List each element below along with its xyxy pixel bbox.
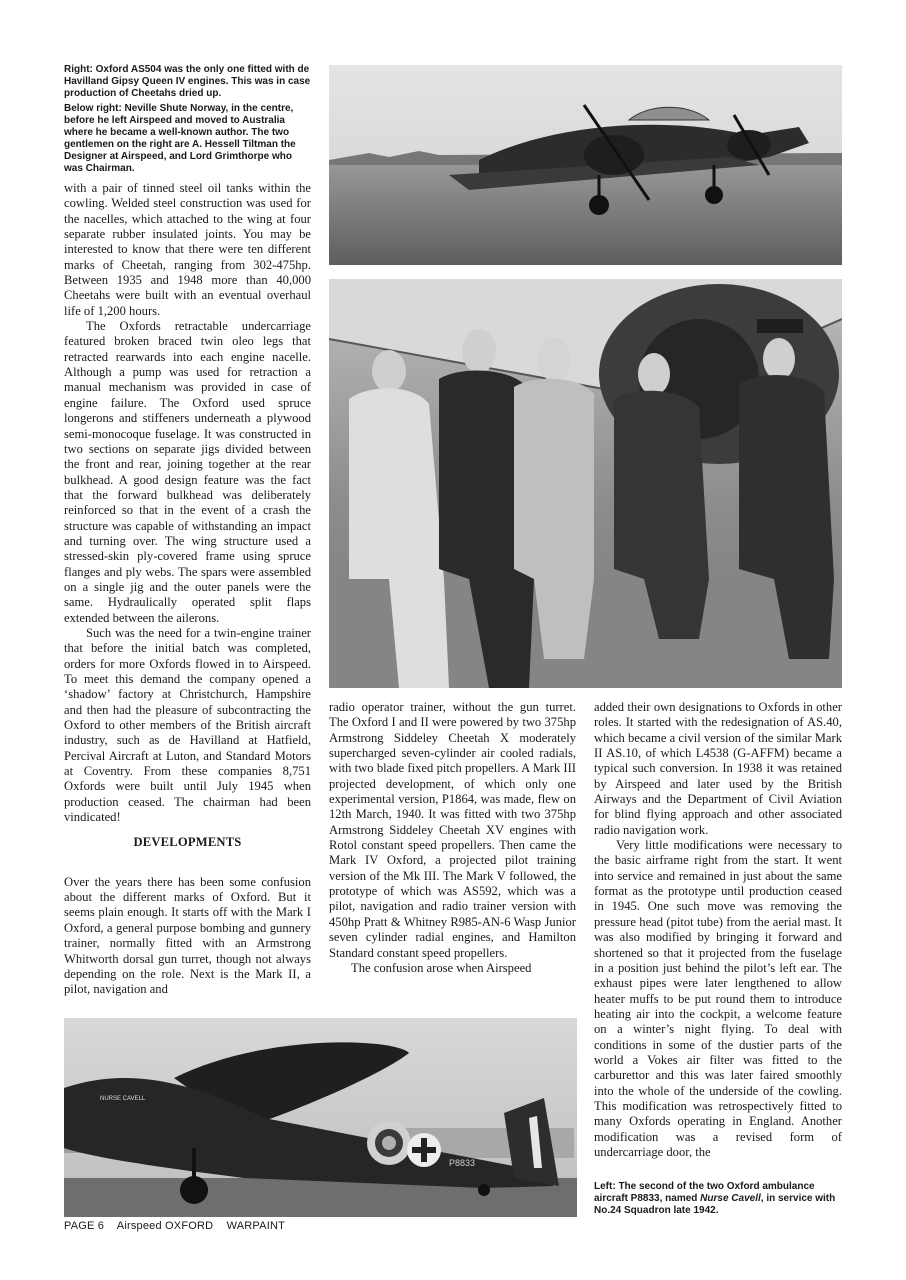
page-number: PAGE 6: [64, 1220, 105, 1232]
text-column-2: [329, 700, 576, 976]
section-heading: DEVELOPMENTS: [133, 835, 242, 850]
caption-left-photo: Left: The second of the two Oxford ambulance aircraft P8833, named Nurse Cavell, in service with No.24 Squadron late 1942.: [594, 1181, 836, 1216]
footer-publication: WARPAINT: [226, 1220, 286, 1232]
body-paragraph: Over the years there has been some confusion about the different marks of Oxford. But it seems plain enough. It starts off with the Mark I Oxford, a general purpose bombing and gunnery trainer, normally fitted with an Armstrong Whitworth dorsal gun turret, though not always depending on the role. Next is the Mark II, a pilot, navigation and: [64, 874, 311, 997]
caption-below-right-photo: Below right: Neville Shute Norway, in the centre, before he left Airspeed and moved to Australia where he became a well-known author. The two gentlemen on the right are A. Hessell Tiltman the Designer at Airspeed, and Lord Grimthorpe who was Chairman.: [64, 103, 296, 174]
body-paragraph: The Oxfords retractable undercarriage featured broken braced twin oleo legs that retracted rearwards into each engine nacelle. Although a pump was used for retraction a manual mechanism was provided in case of engine failure. The Oxford used spruce longerons and stiffeners underneath a plywood semi-monocoque fuselage. It was constructed in two sections on separate jigs divided between the front and rear, joining together at the rear bulkhead. A good design feature was the fact that the forward bulkhead was deliberately reinforced so that in the event of a crash the structure was capable of withstanding an impact and turning over. The wing structure used a stressed-skin ply-covered frame using spruce flanges and ply webs. The spars were assembled on a single jig and the outer panels were the same. Hydraulically operated split flaps extended between the ailerons.: [64, 319, 311, 625]
body-paragraph: The confusion arose when Airspeed: [351, 960, 532, 975]
page-footer: [64, 1220, 295, 1232]
body-paragraph: Such was the need for a twin-engine trainer that before the initial batch was completed, orders for more Oxfords flowed in to Airspeed. To meet this demand the company opened a ‘shadow’ factory at Christchurch, Hampshire and then had the pleasure of subcontracting the Oxford to other members of the British aircraft industry, such as de Havilland at Hatfield, Percival Aircraft at Luton, and Standard Motors at Coventry. From these companies 8,751 Oxfords were built until July 1945 when production ceased. The chairman had been vindicated!: [64, 625, 311, 825]
text-column-3: [594, 700, 842, 1160]
body-paragraph: Very little modifications were necessary to the basic airframe right from the start. It went into service and remained in just about the same format as the prototype until production ceased in 1945. One such move was removing the pressure head (pitot tube) from the aerial mast. It was also modified by bringing it forward and shortened so that it projected from the fuselage in a position just behind the pilot’s left ear. The exhaust pipes were later lengthened to allow heater muffs to be put round them to introduce heating air into the cockpit, a welcome feature on a winter’s night flying. To deal with conditions in some of the dustier parts of the world a Vokes air filter was fitted to the carburettor and this was later faired smoothly into the whole of the underside of the cowling. This modification was retrospectively fitted to many Oxfords operating in England. Another modification was a revised form of undercarriage door, the: [594, 838, 842, 1159]
body-paragraph: with a pair of tinned steel oil tanks within the cowling. Welded steel construction was used for the nacelles, which attached to the wing at four separate rubber insulated joints. You may be interested to know that there were ten different marks of Cheetah, ranging from 302-475hp. Between 1935 and 1948 more than 40,000 Cheetahs were built with an eventual overhaul life of 1,200 hours.: [64, 181, 311, 318]
aircraft-serial: P8833: [449, 1158, 476, 1168]
photo-oxford-ambulance-p8833: [64, 1018, 577, 1217]
footer-title: Airspeed OXFORD: [116, 1220, 214, 1232]
nose-art-text: NURSE CAVELL: [100, 1096, 146, 1102]
body-paragraph: radio operator trainer, without the gun turret. The Oxford I and II were powered by two 375hp Armstrong Siddeley Cheetah X moderately supercharged seven-cylinder air cooled radials, with two blade fixed pitch propellers. A Mark III projected development, of which only one experimental version, P1864, was made, flew on 12th March, 1940. It was fitted with two 375hp Armstrong Siddeley Cheetah XV engines with Rotol constant speed propellers. Then came the Mark IV Oxford, a projected pilot training version of the Mk III. The Mark V followed, the prototype of which was AS592, which was a pilot, navigation and radio trainer version with 450hp Pratt & Whitney R985-AN-6 Wasp Junior seven cylinder radial engines, and Hamilton Standard constant speed propellers.: [329, 700, 576, 960]
body-paragraph: added their own designations to Oxfords in other roles. It started with the redesignation of AS.40, which became a civil version of the similar Mark II AS.10, of which L4538 (G-AFFM) became a typical such conversion. In 1938 it was retained by Airspeed and later used by the British Airways and the Department of Civil Aviation for blind flying approach and other associated radio navigation work.: [594, 700, 842, 837]
photo-neville-shute-group: [329, 279, 842, 688]
caption-right-photo: Right: Oxford AS504 was the only one fitted with de Havilland Gipsy Queen IV engines. This was in case production of Cheetahs dried up.: [64, 64, 311, 99]
photo-oxford-as504: [329, 65, 842, 265]
text-column-1: [64, 181, 311, 998]
